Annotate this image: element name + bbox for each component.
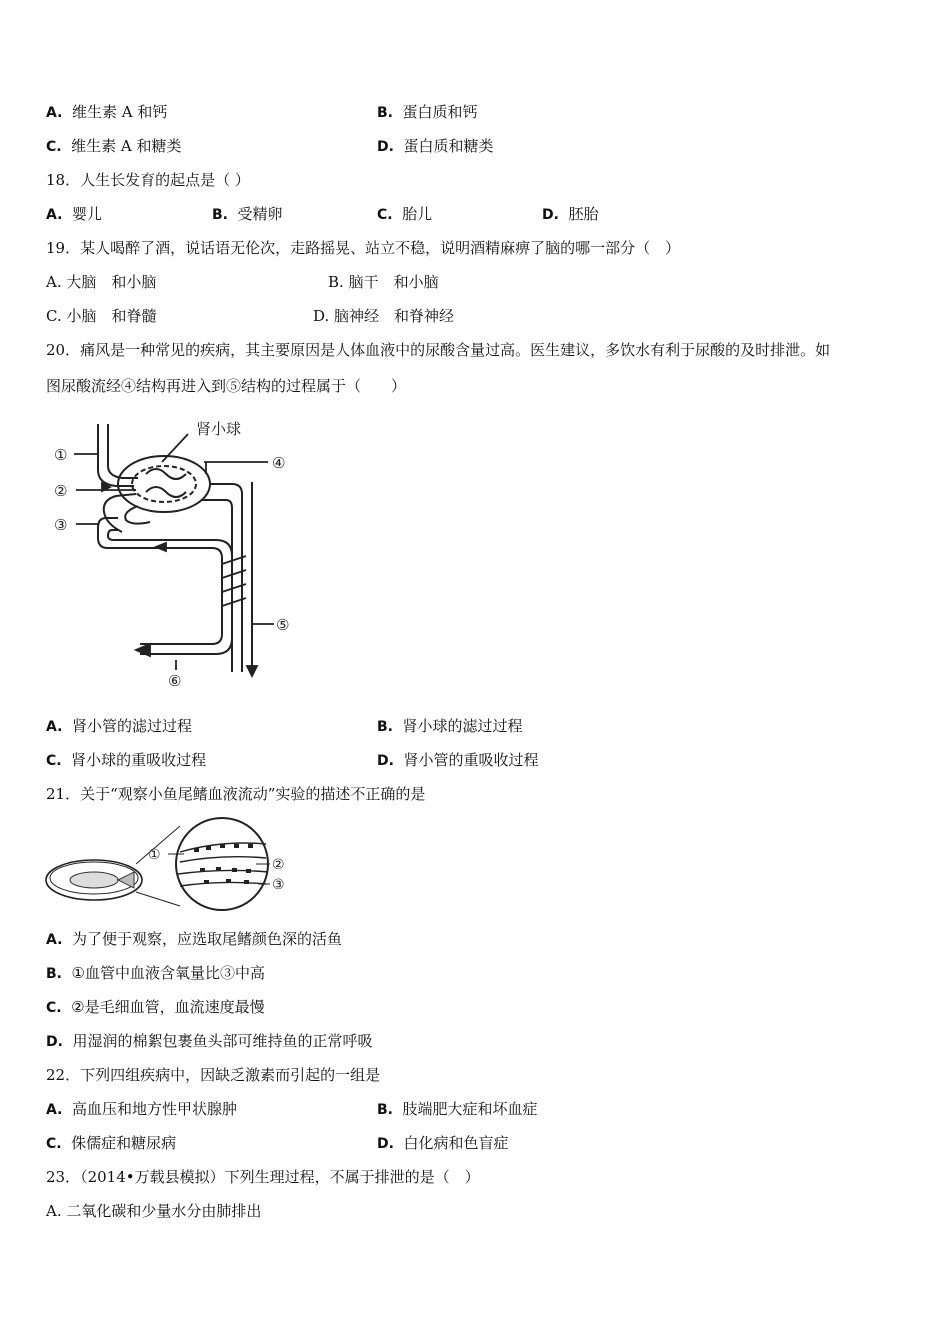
q20-stem-line2: 图尿酸流经④结构再进入到⑤结构的过程属于（ ）	[46, 377, 407, 395]
q19-option-c	[46, 306, 157, 326]
q22-stem: 22．下列四组疾病中，因缺乏激素而引起的一组是	[46, 1066, 381, 1084]
blood-cell	[206, 846, 211, 850]
marker-5: ⑤	[276, 616, 290, 634]
vessel-path	[180, 857, 266, 862]
option-label: B.	[377, 719, 393, 735]
magnified-view	[176, 818, 268, 910]
zoom-line	[136, 892, 180, 906]
figure-title: 肾小球	[196, 420, 242, 438]
option-text: 小脑 和脊髓	[66, 307, 157, 325]
blood-cell	[246, 869, 251, 873]
option-text: 为了便于观察，应选取尾鳍颜色深的活鱼	[71, 930, 342, 948]
q23-option-a	[46, 1201, 261, 1221]
q21-stem: 21．关于“观察小鱼尾鳍血液流动”实验的描述不正确的是	[46, 785, 426, 803]
option-label: A.	[46, 273, 62, 291]
q19-option-a	[46, 272, 156, 292]
q18-option-b	[212, 204, 283, 225]
q20-option-b	[377, 716, 523, 737]
option-label: D.	[377, 1136, 394, 1152]
flow-arrow-icon	[156, 543, 166, 551]
option-text: 高血压和地方性甲状腺肿	[71, 1100, 237, 1118]
option-text: 二氧化碳和少量水分由肺排出	[66, 1202, 262, 1220]
q18-option-c	[377, 204, 432, 225]
blood-cell	[244, 880, 249, 884]
q22-option-a	[46, 1099, 237, 1120]
option-text: 维生素 A 和糖类	[71, 137, 182, 155]
marker-4: ④	[272, 454, 286, 472]
q17-option-a	[46, 102, 167, 123]
q20-stem-line1: 20．痛风是一种常见的疾病，其主要原因是人体血液中的尿酸含量过高。医生建议，多饮水有利于尿酸的及时排泄。如	[46, 341, 831, 359]
q21-option-b	[46, 963, 265, 984]
vessel-path	[180, 882, 266, 886]
option-label: D.	[313, 307, 330, 325]
option-text: 受精卵	[237, 205, 283, 223]
capillary-loop	[146, 469, 186, 479]
marker-1: ①	[54, 446, 68, 464]
q19-stem: 19．某人喝醉了酒，说话语无伦次，走路摇晃、站立不稳，说明酒精麻痹了脑的哪一部分（ ）	[46, 239, 681, 257]
option-label: A.	[46, 932, 63, 948]
q20-option-a	[46, 716, 192, 737]
blood-cell	[248, 844, 253, 848]
q22-option-c	[46, 1133, 176, 1154]
q21-option-a	[46, 929, 342, 950]
option-text: 肾小管的重吸收过程	[403, 751, 539, 769]
marker-3: ③	[54, 516, 68, 534]
fish-body	[70, 872, 118, 888]
capillary-loop	[146, 487, 186, 497]
marker-1: ①	[148, 847, 161, 863]
option-text: 蛋白质和糖类	[403, 137, 494, 155]
marker-6: ⑥	[168, 672, 182, 690]
option-text: 大脑 和小脑	[66, 273, 157, 291]
option-text: 白化病和色盲症	[403, 1134, 509, 1152]
marker-2: ②	[54, 482, 68, 500]
option-text: ①血管中血液含氧量比③中高	[71, 964, 265, 982]
option-label: A.	[46, 1202, 62, 1220]
option-text: 维生素 A 和钙	[71, 103, 168, 121]
option-label: D.	[46, 1034, 63, 1050]
blood-cell	[226, 879, 231, 883]
option-text: 胚胎	[568, 205, 599, 223]
capillary-loop	[104, 494, 136, 532]
option-label: C.	[46, 307, 62, 325]
blood-cell	[200, 868, 205, 872]
q20-option-d	[377, 750, 539, 771]
blood-cell	[194, 848, 199, 852]
blood-cell	[204, 880, 209, 884]
option-label: A.	[46, 719, 63, 735]
option-label: A.	[46, 207, 63, 223]
option-label: C.	[46, 1000, 62, 1016]
q20-option-c	[46, 750, 206, 771]
option-text: 脑干 和小脑	[348, 273, 439, 291]
fish-tail	[118, 872, 134, 888]
option-text: 肾小管的滤过过程	[71, 717, 192, 735]
option-label: A.	[46, 1102, 63, 1118]
marker-2: ②	[272, 857, 285, 873]
option-label: C.	[46, 1136, 62, 1152]
blood-cell	[234, 844, 239, 848]
option-text: ②是毛细血管，血流速度最慢	[71, 998, 265, 1016]
capillary-loop	[125, 506, 150, 524]
option-label: C.	[377, 207, 393, 223]
option-text: 肾小球的重吸收过程	[71, 751, 207, 769]
q22-option-b	[377, 1099, 538, 1120]
q21-option-c	[46, 997, 265, 1018]
option-label: D.	[542, 207, 559, 223]
nephron-figure	[46, 412, 306, 696]
flow-arrow-icon	[247, 666, 257, 676]
option-label: C.	[46, 139, 62, 155]
vessel-path	[178, 870, 268, 874]
q19-option-d	[313, 306, 454, 326]
option-label: D.	[377, 753, 394, 769]
q22-option-d	[377, 1133, 509, 1154]
option-label: D.	[377, 139, 394, 155]
blood-cell	[220, 844, 225, 848]
nephron-diagram	[46, 412, 306, 696]
blood-cell	[232, 868, 237, 872]
tubule-line	[98, 518, 222, 644]
option-text: 蛋白质和钙	[402, 103, 478, 121]
q21-option-d	[46, 1031, 373, 1052]
q17-option-b	[377, 102, 478, 123]
q18-option-a	[46, 204, 102, 225]
option-label: C.	[46, 753, 62, 769]
option-label: B.	[377, 1102, 393, 1118]
option-label: B.	[46, 966, 62, 982]
q19-option-b	[328, 272, 439, 292]
fish-tail-figure	[44, 814, 304, 914]
option-text: 胎儿	[402, 205, 433, 223]
blood-cell	[216, 867, 221, 871]
q23-stem: 23．（2014•万载县模拟）下列生理过程，不属于排泄的是（ ）	[46, 1168, 480, 1186]
tubule-line	[202, 500, 232, 672]
option-label: B.	[212, 207, 228, 223]
q18-stem: 18．人生长发育的起点是（ ）	[46, 171, 250, 189]
option-text: 肾小球的滤过过程	[402, 717, 523, 735]
option-label: B.	[328, 273, 344, 291]
option-label: A.	[46, 105, 63, 121]
option-text: 用湿润的棉絮包裹鱼头部可维持鱼的正常呼吸	[72, 1032, 373, 1050]
q18-option-d	[542, 204, 599, 225]
option-text: 侏儒症和糖尿病	[71, 1134, 177, 1152]
option-label: B.	[377, 105, 393, 121]
q17-option-c	[46, 136, 182, 157]
option-text: 脑神经 和脊神经	[334, 307, 455, 325]
option-text: 肢端肥大症和坏血症	[402, 1100, 538, 1118]
q17-option-d	[377, 136, 494, 157]
fish-tail-diagram	[44, 814, 304, 914]
marker-3: ③	[272, 877, 285, 893]
option-text: 婴儿	[71, 205, 102, 223]
